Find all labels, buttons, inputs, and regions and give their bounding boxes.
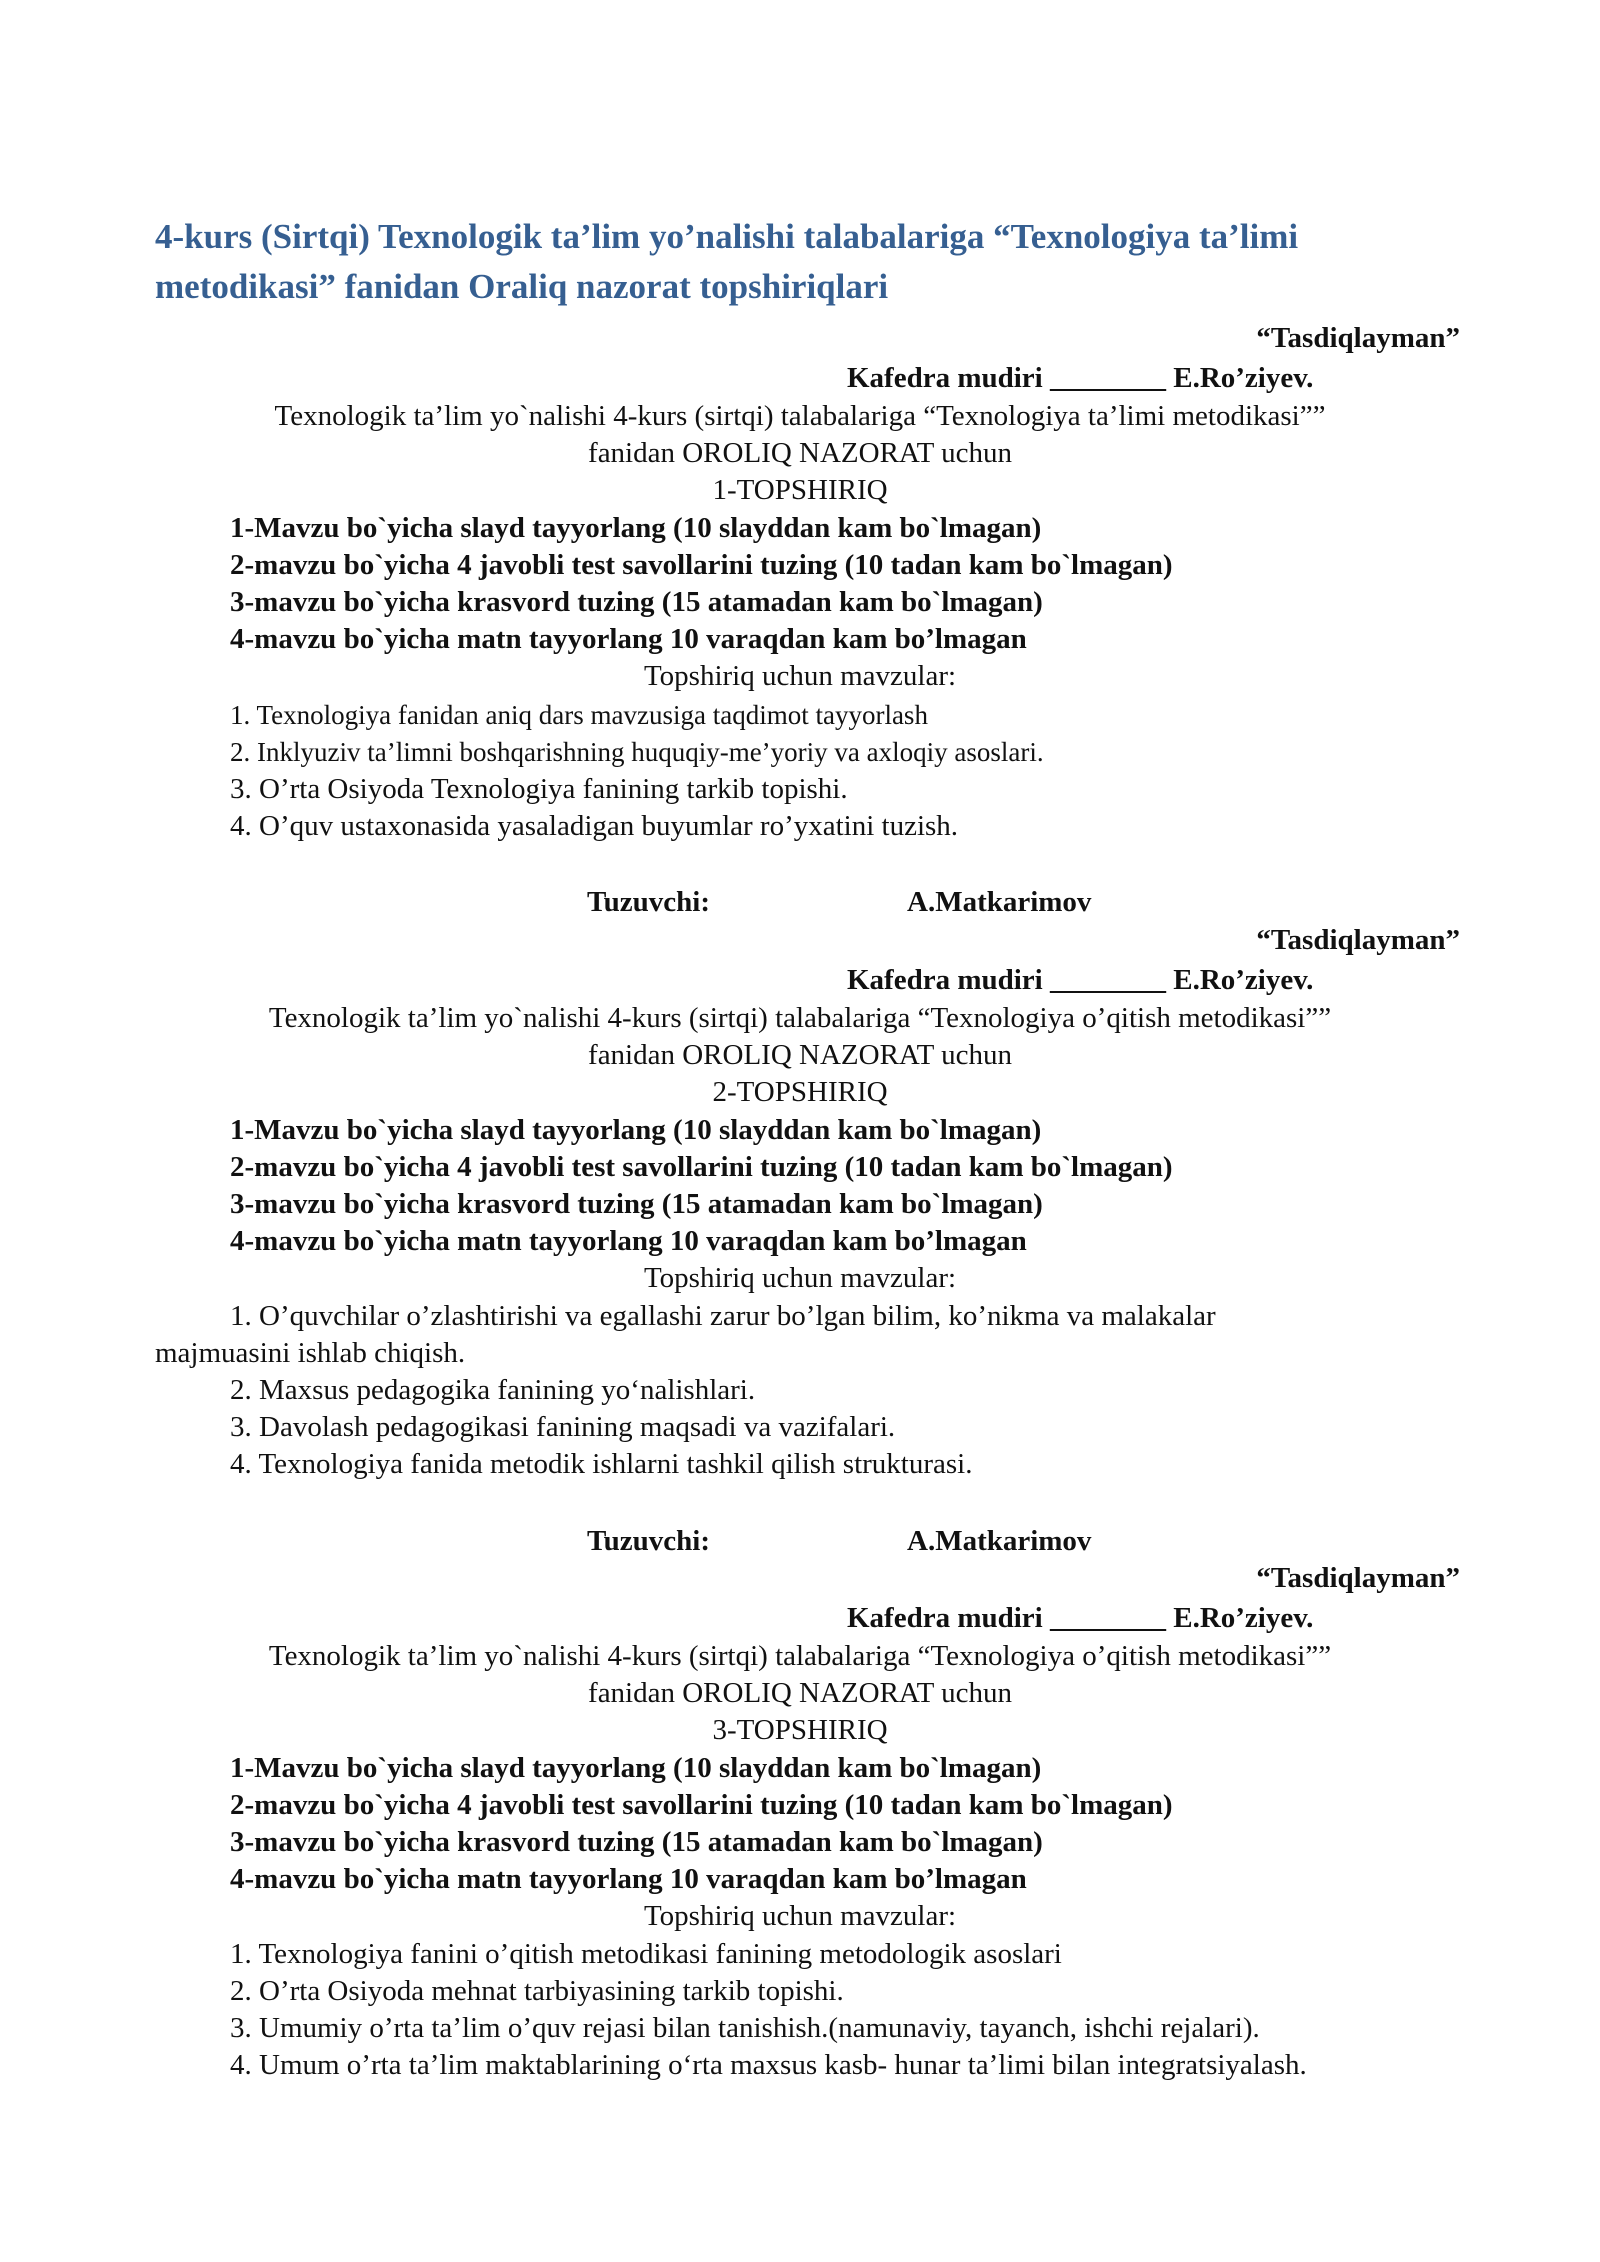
department-head-line: Kafedra mudiri ________ E.Ro’ziyev. [847, 1602, 1314, 1634]
intro-line-2: fanidan OROLIQ NAZORAT uchun [588, 1039, 1012, 1071]
intro-line-1: Texnologik ta’lim yo`nalishi 4-kurs (sirtqi) talabalariga “Texnologiya o’qitish metodikasi”” [268, 1640, 1332, 1672]
task-item: 1-Mavzu bo`yicha slayd tayyorlang (10 slayddan kam bo`lmagan) [230, 1752, 1042, 1784]
intro-line-2: fanidan OROLIQ NAZORAT uchun [588, 437, 1012, 469]
approval-text: “Tasdiqlayman” [1256, 1562, 1460, 1594]
task-item: 3-mavzu bo`yicha krasvord tuzing (15 atamadan kam bo`lmagan) [230, 1826, 1043, 1858]
author-name: A.Matkarimov [907, 886, 1092, 918]
task-item: 2-mavzu bo`yicha 4 javobli test savollarini tuzing (10 tadan kam bo`lmagan) [230, 1151, 1173, 1183]
task-item: 2-mavzu bo`yicha 4 javobli test savollarini tuzing (10 tadan kam bo`lmagan) [230, 549, 1173, 581]
topic-item: 3. Umumiy o’rta ta’lim o’quv rejasi bilan tanishish.(namunaviy, tayanch, ishchi rejalari). [230, 2012, 1260, 2044]
task-title: 1-TOPSHIRIQ [712, 474, 888, 506]
document-heading: 4-kurs (Sirtqi) Texnologik ta’lim yo’nalishi talabalariga “Texnologiya ta’limi metodikasi” fanidan Oraliq nazorat topshiriqlari [155, 217, 1299, 306]
intro-line-1: Texnologik ta’lim yo`nalishi 4-kurs (sirtqi) talabalariga “Texnologiya o’qitish metodikasi”” [268, 1002, 1332, 1034]
department-head-line: Kafedra mudiri ________ E.Ro’ziyev. [847, 362, 1314, 394]
topic-item: 3. O’rta Osiyoda Texnologiya fanining tarkib topishi. [230, 773, 848, 805]
task-item: 2-mavzu bo`yicha 4 javobli test savollarini tuzing (10 tadan kam bo`lmagan) [230, 1789, 1173, 1821]
department-head-line: Kafedra mudiri ________ E.Ro’ziyev. [847, 964, 1314, 996]
task-item: 4-mavzu bo`yicha matn tayyorlang 10 varaqdan kam bo’lmagan [230, 623, 1027, 655]
author-name: A.Matkarimov [907, 1525, 1092, 1557]
topic-item: 1. O’quvchilar o’zlashtirishi va egallashi zarur bo’lgan bilim, ko’nikma va malakalar [230, 1300, 1216, 1332]
task-item: 1-Mavzu bo`yicha slayd tayyorlang (10 slayddan kam bo`lmagan) [230, 512, 1042, 544]
topic-item: 4. O’quv ustaxonasida yasaladigan buyumlar ro’yxatini tuzish. [230, 810, 959, 842]
task-item: 4-mavzu bo`yicha matn tayyorlang 10 varaqdan kam bo’lmagan [230, 1225, 1027, 1257]
task-title: 2-TOPSHIRIQ [712, 1076, 888, 1108]
author-label: Tuzuvchi: [587, 886, 711, 918]
topic-item: 4. Texnologiya fanida metodik ishlarni tashkil qilish strukturasi. [230, 1448, 973, 1480]
approval-text: “Tasdiqlayman” [1256, 322, 1460, 354]
topics-title: Topshiriq uchun mavzular: [643, 1262, 957, 1294]
topic-item: 2. O’rta Osiyoda mehnat tarbiyasining tarkib topishi. [230, 1975, 844, 2007]
author-label: Tuzuvchi: [587, 1525, 711, 1557]
task-item: 4-mavzu bo`yicha matn tayyorlang 10 varaqdan kam bo’lmagan [230, 1863, 1027, 1895]
topic-item: 2. Maxsus pedagogika fanining yo‘nalishlari. [230, 1374, 756, 1406]
topics-title: Topshiriq uchun mavzular: [643, 1900, 957, 1932]
topics-title: Topshiriq uchun mavzular: [643, 660, 957, 692]
task-title: 3-TOPSHIRIQ [712, 1714, 888, 1746]
intro-line-2: fanidan OROLIQ NAZORAT uchun [588, 1677, 1012, 1709]
task-item: 3-mavzu bo`yicha krasvord tuzing (15 atamadan kam bo`lmagan) [230, 586, 1043, 618]
task-item: 3-mavzu bo`yicha krasvord tuzing (15 atamadan kam bo`lmagan) [230, 1188, 1043, 1220]
topic-item: 1. Texnologiya fanidan aniq dars mavzusiga taqdimot tayyorlash [230, 700, 928, 730]
task-item: 1-Mavzu bo`yicha slayd tayyorlang (10 slayddan kam bo`lmagan) [230, 1114, 1042, 1146]
topic-item: 4. Umum o’rta ta’lim maktablarining o‘rta maxsus kasb- hunar ta’limi bilan integratsiyalash. [230, 2049, 1307, 2081]
topic-item: 3. Davolash pedagogikasi fanining maqsadi va vazifalari. [230, 1411, 896, 1443]
intro-line-1: Texnologik ta’lim yo`nalishi 4-kurs (sirtqi) talabalariga “Texnologiya ta’limi metodikasi”” [274, 400, 1326, 432]
approval-text: “Tasdiqlayman” [1256, 924, 1460, 956]
topic-item: 1. Texnologiya fanini o’qitish metodikasi fanining metodologik asoslari [230, 1938, 1062, 1970]
topic-item-continuation: majmuasini ishlab chiqish. [155, 1337, 466, 1369]
topic-item: 2. Inklyuziv ta’limni boshqarishning huquqiy-me’yoriy va axloqiy asoslari. [230, 737, 1044, 767]
